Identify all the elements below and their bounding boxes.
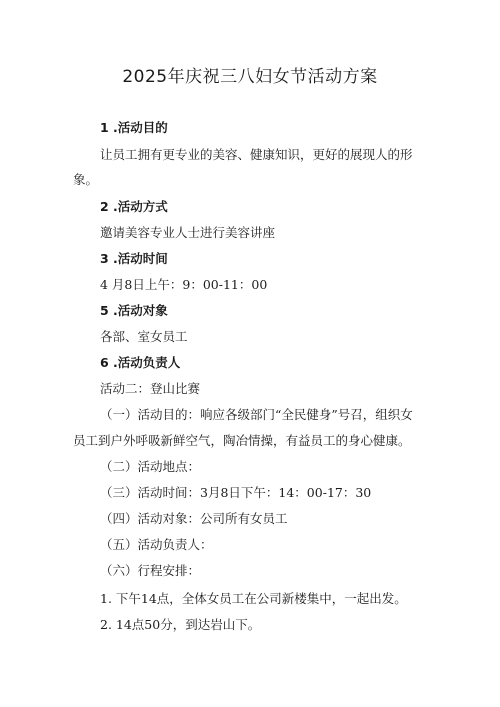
method-text: 邀请美容专业人士进行美容讲座 [100,225,276,240]
activity2-location: （二）活动地点： [100,459,201,474]
time-text: 4 月8日上午：9：00-11：00 [100,277,268,292]
leader-heading: 6 .活动负责人 [100,355,181,370]
activity2-leader: （五）活动负责人： [100,537,213,552]
activity2-target: （四）活动对象：公司所有女员工 [100,511,288,526]
schedule-item-1: 1. 下午14点，全体女员工在公司新楼集中，一起出发。 [100,591,407,606]
activity2-schedule-heading: （六）行程安排： [100,563,201,578]
activity2-purpose-line1: （一）活动目的：响应各级部门“全民健身”号召，组织女 [100,407,413,422]
activity2-time: （三）活动时间：3月8日下午：14：00-17：30 [100,485,372,500]
purpose-text-line2: 象。 [73,172,99,187]
time-heading: 3 .活动时间 [100,251,168,266]
purpose-text-line1: 让员工拥有更专业的美容、健康知识，更好的展现人的形 [100,147,413,162]
method-heading: 2 .活动方式 [100,199,168,214]
target-heading: 5 .活动对象 [100,303,168,318]
purpose-heading: 1 .活动目的 [100,120,168,135]
activity2-purpose-line2: 员工到户外呼吸新鲜空气，陶冶情操，有益员工的身心健康。 [73,433,411,448]
document-title: 2025年庆祝三八妇女节活动方案 [122,67,378,87]
activity2-title: 活动二：登山比赛 [100,381,201,396]
target-text: 各部、室女员工 [100,329,188,344]
schedule-item-2: 2. 14点50分，到达岩山下。 [100,617,261,632]
